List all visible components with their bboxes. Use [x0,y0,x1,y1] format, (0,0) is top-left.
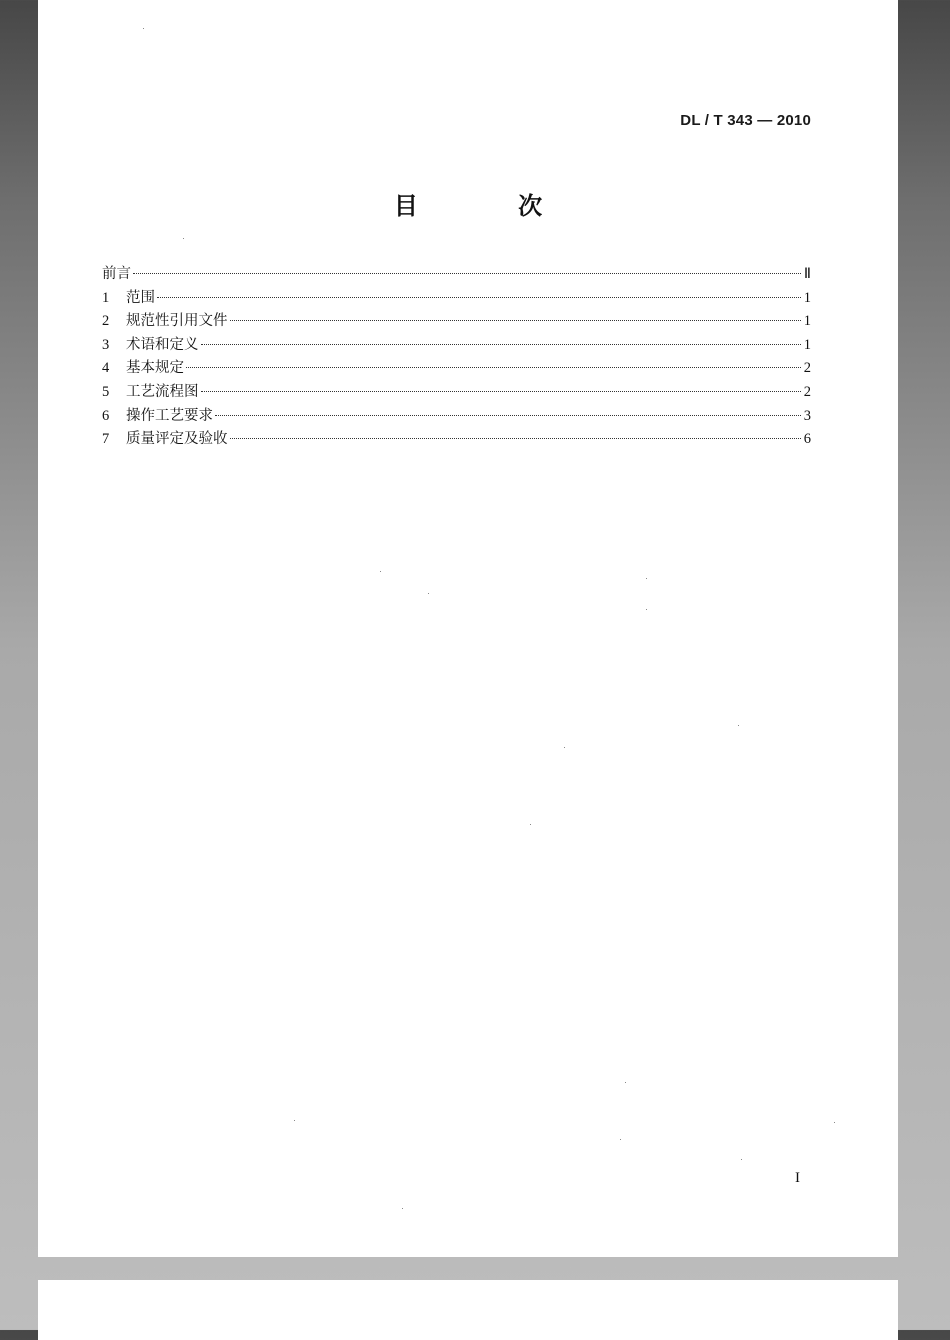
toc-entry-page: 1 [803,313,811,330]
scan-speck [620,1139,621,1140]
dot-leader [133,273,801,274]
scan-speck [402,1208,403,1209]
toc-entry-number: 1 [102,289,110,306]
toc-entry-title: 操作工艺要求 [126,407,213,424]
page-number: I [795,1170,800,1186]
toc-entry-number: 4 [102,360,110,377]
toc-entry-page: 1 [803,336,811,353]
toc-entry-title: 规范性引用文件 [126,313,228,330]
toc-entry-page: Ⅱ [803,266,811,282]
toc-title: 目 次 [393,192,589,220]
toc-entry-process-flowchart[interactable] [102,380,811,404]
toc-entry-basic-rules[interactable] [102,356,811,380]
toc-entry-number: 2 [102,313,110,330]
scan-speck [625,1082,626,1083]
toc-entry-page: 6 [803,431,811,448]
scan-speck [646,578,647,579]
scan-speck [834,1122,835,1123]
toc-entry-title: 质量评定及验收 [126,431,228,448]
toc-entry-normative-references[interactable] [102,309,811,333]
scan-speck [738,725,739,726]
toc-entry-page: 3 [803,407,811,424]
dot-leader [215,415,801,416]
toc-entry-number: 7 [102,431,110,448]
scan-speck [183,238,184,239]
scan-speck [428,593,429,594]
document-page [38,0,898,1257]
scan-speck [564,747,565,748]
dot-leader [230,438,801,439]
toc-entry-preface[interactable] [102,262,811,286]
scan-speck [741,1159,742,1160]
toc-entry-title: 工艺流程图 [126,383,199,400]
scan-speck [294,1120,295,1121]
toc-entry-number: 6 [102,407,110,424]
toc-entry-title: 基本规定 [126,360,184,377]
next-document-page [38,1280,898,1340]
dot-leader [157,297,801,298]
toc-entry-scope[interactable] [102,286,811,310]
scan-speck [143,28,144,29]
dot-leader [201,344,801,345]
dot-leader [201,391,801,392]
scan-speck [380,571,381,572]
toc-entry-title: 前言 [102,266,131,282]
toc-entry-page: 1 [803,289,811,306]
dot-leader [230,320,801,321]
toc-entry-terms[interactable] [102,333,811,357]
toc-entry-title: 范围 [126,289,155,306]
scan-speck [646,609,647,610]
toc-entry-title: 术语和定义 [126,336,199,353]
toc-entry-operation-requirements[interactable] [102,404,811,428]
toc-entry-quality-acceptance[interactable] [102,427,811,451]
toc-entry-number: 3 [102,336,110,353]
toc-entry-page: 2 [803,360,811,377]
scan-speck [530,824,531,825]
toc-entry-page: 2 [803,383,811,400]
toc-entry-number: 5 [102,383,110,400]
standard-number: DL / T 343 — 2010 [680,112,811,129]
table-of-contents [102,262,811,451]
dot-leader [186,367,801,368]
